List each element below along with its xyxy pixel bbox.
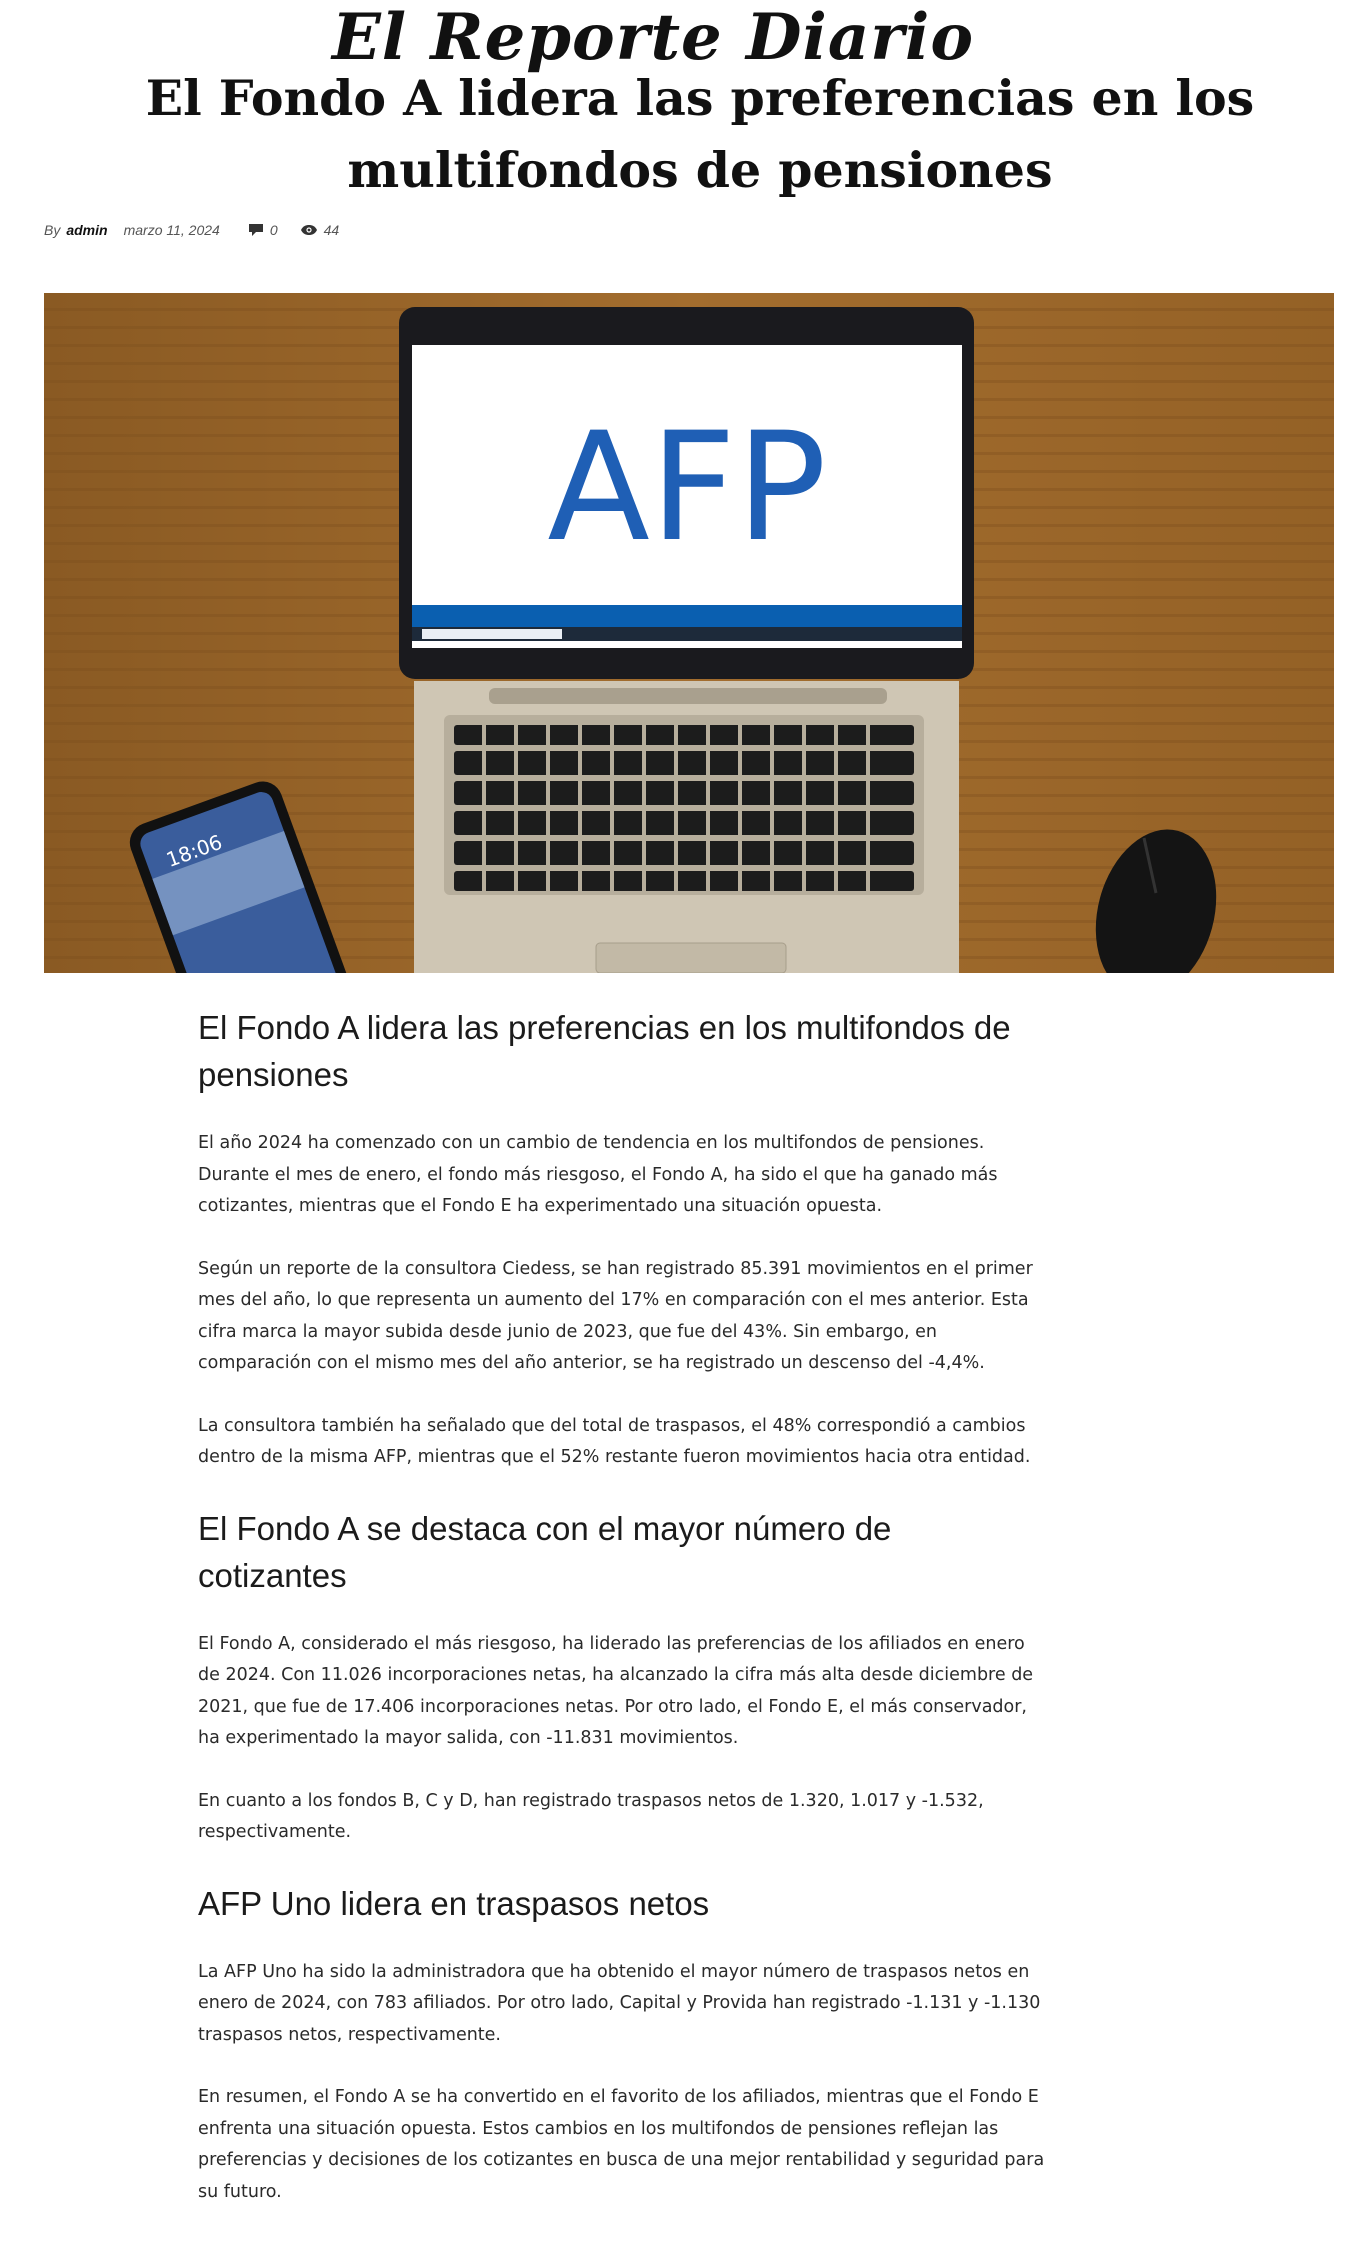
paragraph: En cuanto a los fondos B, C y D, han registrado traspasos netos de 1.320, 1.017 y -1.532, respectivamente. (198, 1790, 984, 1842)
paragraph: En resumen, el Fondo A se ha convertido en el favorito de los afiliados, mientras que el Fondo E enfrenta una situación opuesta. Estos cambios en los multifondos de pensiones reflejan las preferencias y decisiones de los cotizantes en busca de una mejor rentabilidad y seguridad para su futuro. (198, 2087, 1045, 2202)
paragraph: Según un reporte de la consultora Ciedess, se han registrado 85.391 movimientos en el primer mes del año, lo que representa un aumento del 17% en comparación con el mes anterior. Esta cifra marca la mayor subida desde junio de 2023, que fue del 43%. Sin embargo, en comparación con el mismo mes del año anterior, se ha registrado un descenso del -4,4%. (198, 1258, 1033, 1373)
by-label: By (44, 222, 61, 238)
views-value: 44 (323, 222, 340, 238)
eye-icon (300, 224, 318, 236)
phone-time: 18:06 (162, 829, 226, 873)
comments-count[interactable] (248, 222, 278, 238)
author-link[interactable]: admin (66, 222, 108, 238)
site-logo[interactable]: El Reporte Diario (332, 0, 974, 75)
section-heading: AFP Uno lidera en traspasos netos (198, 1884, 710, 1922)
paragraph: La AFP Uno ha sido la administradora que ha obtenido el mayor número de traspasos netos en enero de 2024, con 783 afiliados. Por otro lado, Capital y Provida han registrado -1.131 y -1.130 traspasos netos, respectivamente. (198, 1961, 1041, 2045)
hero-image (44, 293, 1334, 973)
section-heading: El Fondo A lidera las preferencias en los multifondos de pensiones (198, 1009, 1011, 1093)
publish-date: marzo 11, 2024 (123, 222, 220, 238)
section-heading: El Fondo A se destaca con el mayor número de cotizantes (198, 1509, 892, 1594)
laptop (399, 307, 974, 973)
views-count (300, 222, 340, 238)
screen-afp-text: AFP (547, 401, 827, 575)
paragraph: El año 2024 ha comenzado con un cambio de tendencia en los multifondos de pensiones. Durante el mes de enero, el fondo más riesgoso, el Fondo A, ha sido el que ha ganado más cotizantes, mientras que el Fondo E ha experimentado una situación opuesta. (198, 1133, 998, 1216)
comments-value: 0 (269, 222, 278, 238)
article-body (198, 1004, 1048, 2239)
paragraph: El Fondo A, considerado el más riesgoso, ha liderado las preferencias de los afiliados en enero de 2024. Con 11.026 incorporaciones netas, ha alcanzado la cifra más alta desde diciembre de 2021, que fue de 17.406 incorporaciones netas. Por otro lado, el Fondo E, el más conservador, ha experimentado la mayor salida, con -11.831 movimientos. (198, 1633, 1034, 1748)
article-title: El Fondo A lidera las preferencias en los multifondos de pensiones (145, 69, 1255, 199)
hero-illustration (44, 293, 1334, 973)
article-meta (44, 222, 361, 238)
paragraph: La consultora también ha señalado que del total de traspasos, el 48% correspondió a cambios dentro de la misma AFP, mientras que el 52% restante fueron movimientos hacia otra entidad. (198, 1415, 1031, 1467)
comment-icon (248, 223, 264, 237)
